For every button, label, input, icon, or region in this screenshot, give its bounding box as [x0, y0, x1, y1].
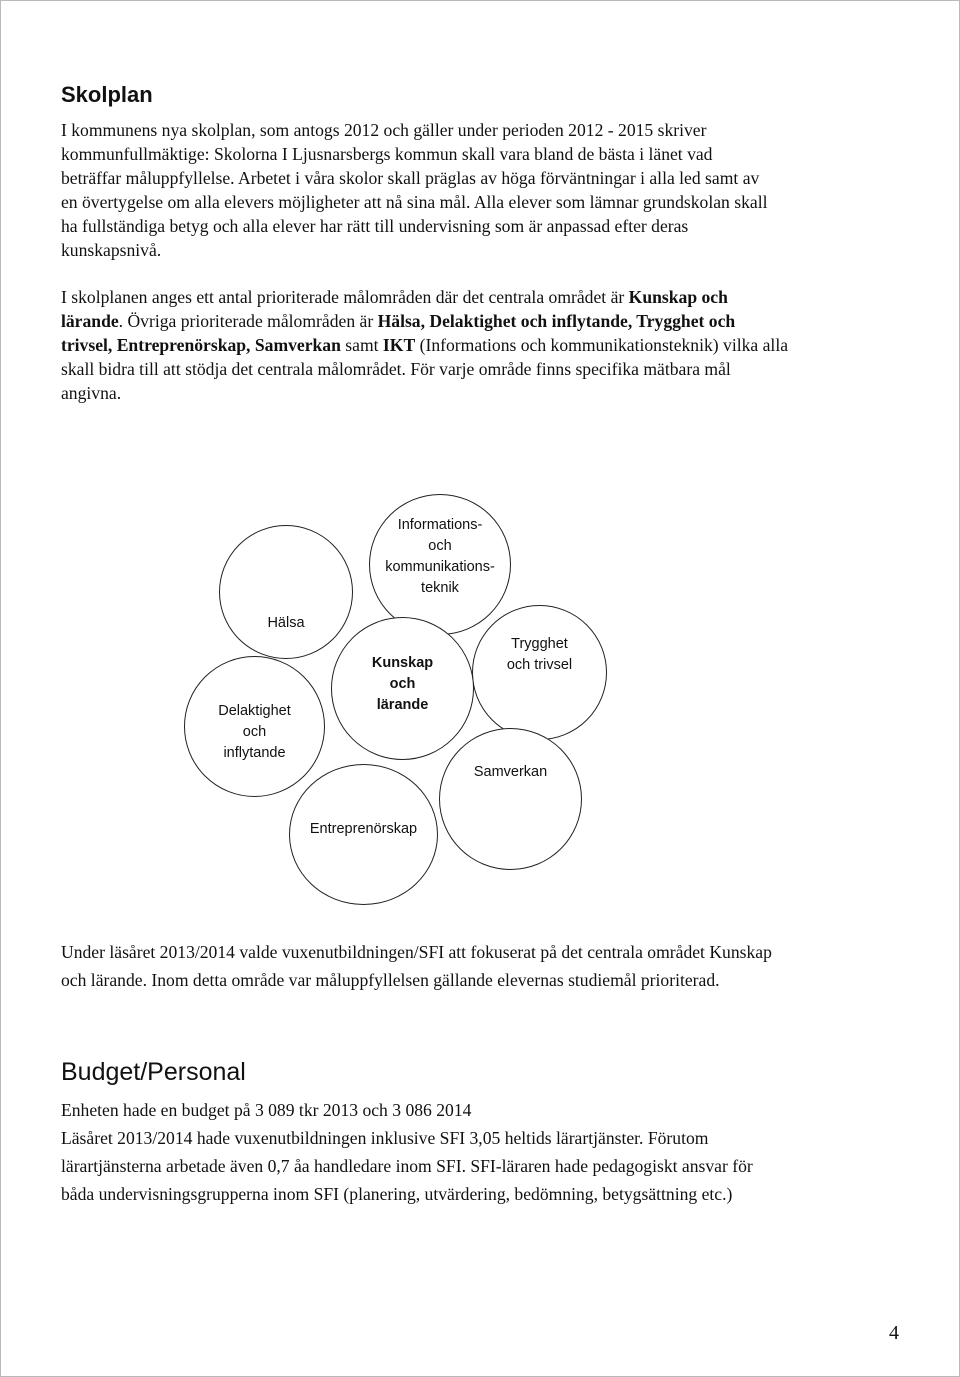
text-line: ha fullständiga betyg och alla elever har rätt till undervisning som är anpassad efter deras — [61, 216, 689, 236]
circle-label: Trygghet och trivsel — [506, 635, 573, 673]
text-line: kommunfullmäktige: Skolorna I Ljusnarsbergs kommun skall vara bland de bästa i länet vad — [61, 144, 713, 164]
circle-label: Entreprenörskap — [309, 821, 418, 837]
text-line: kunskapsnivå. — [61, 240, 162, 260]
circle-label: Samverkan — [473, 763, 548, 780]
text-run: I skolplanen anges ett antal prioriterade målområden där det centrala området är — [61, 287, 629, 307]
circle-label: Informations- och kommunikations- teknik — [385, 516, 495, 596]
circle-entreprenorskap — [289, 764, 438, 905]
page-number: 4 — [889, 1322, 899, 1344]
bold-run: Kunskap och — [628, 287, 728, 307]
text-line: lärartjänsterna arbetade även 0,7 åa handledare inom SFI. SFI-läraren hade pedagogiskt ansvar för — [61, 1156, 753, 1176]
text-line — [61, 309, 901, 333]
text-line: skall bidra till att stödja det centrala målområdet. För varje område finns specifika mätbara mål — [61, 359, 731, 379]
text-line: I kommunens nya skolplan, som antogs 2012 och gäller under perioden 2012 - 2015 skriver — [61, 120, 707, 140]
text-run: (Informations och kommunikationsteknik) vilka alla — [415, 335, 789, 355]
circle-trygghet — [472, 605, 607, 740]
section-heading-skolplan: Skolplan — [61, 82, 153, 107]
text-line — [61, 333, 901, 357]
text-line — [61, 285, 901, 309]
bold-run: lärande — [61, 311, 119, 331]
priorities-paragraph — [61, 285, 901, 405]
text-line: Läsåret 2013/2014 hade vuxenutbildningen inklusive SFI 3,05 heltids lärartjänster. Förutom — [61, 1128, 709, 1148]
text-line: Under läsåret 2013/2014 valde vuxenutbildningen/SFI att fokuserat på det centrala området Kunskap — [61, 942, 772, 962]
budget-paragraph — [61, 1096, 901, 1208]
bold-run: Hälsa, Delaktighet och inflytande, Trygghet och — [377, 311, 736, 331]
circle-kunskap — [331, 617, 474, 760]
text-line: båda undervisningsgrupperna inom SFI (planering, utvärdering, bedömning, betygsättning etc.) — [61, 1184, 733, 1204]
circle-delaktighet — [184, 656, 325, 797]
circle-label: Hälsa — [267, 614, 305, 631]
circle-halsa — [219, 525, 353, 659]
circle-ikt — [369, 494, 511, 635]
section-heading-budget: Budget/Personal — [61, 1058, 246, 1086]
circle-label: Kunskap och lärande — [371, 655, 434, 713]
circle-samverkan — [439, 728, 582, 870]
text-line: en övertygelse om alla elevers möjligheter att nå sina mål. Alla elever som lämnar grundskolan skall — [61, 192, 768, 212]
text-run: . Övriga prioriterade målområden är — [118, 311, 378, 331]
text-line: beträffar måluppfyllelse. Arbetet i våra skolor skall präglas av höga förväntningar i alla led samt av — [61, 168, 760, 188]
bold-run: IKT — [382, 335, 416, 355]
focus-paragraph — [61, 938, 901, 994]
text-line: och lärande. Inom detta område var måluppfyllelsen gällande elevernas studiemål prioriterad. — [61, 970, 720, 990]
text-line: angivna. — [61, 383, 122, 403]
text-line: Enheten hade en budget på 3 089 tkr 2013 och 3 086 2014 — [61, 1100, 472, 1120]
circle-label: Delaktighet och inflytande — [218, 703, 291, 761]
bold-run: trivsel, Entreprenörskap, Samverkan — [61, 335, 341, 355]
text-run: samt — [340, 335, 383, 355]
intro-paragraph — [61, 118, 901, 262]
